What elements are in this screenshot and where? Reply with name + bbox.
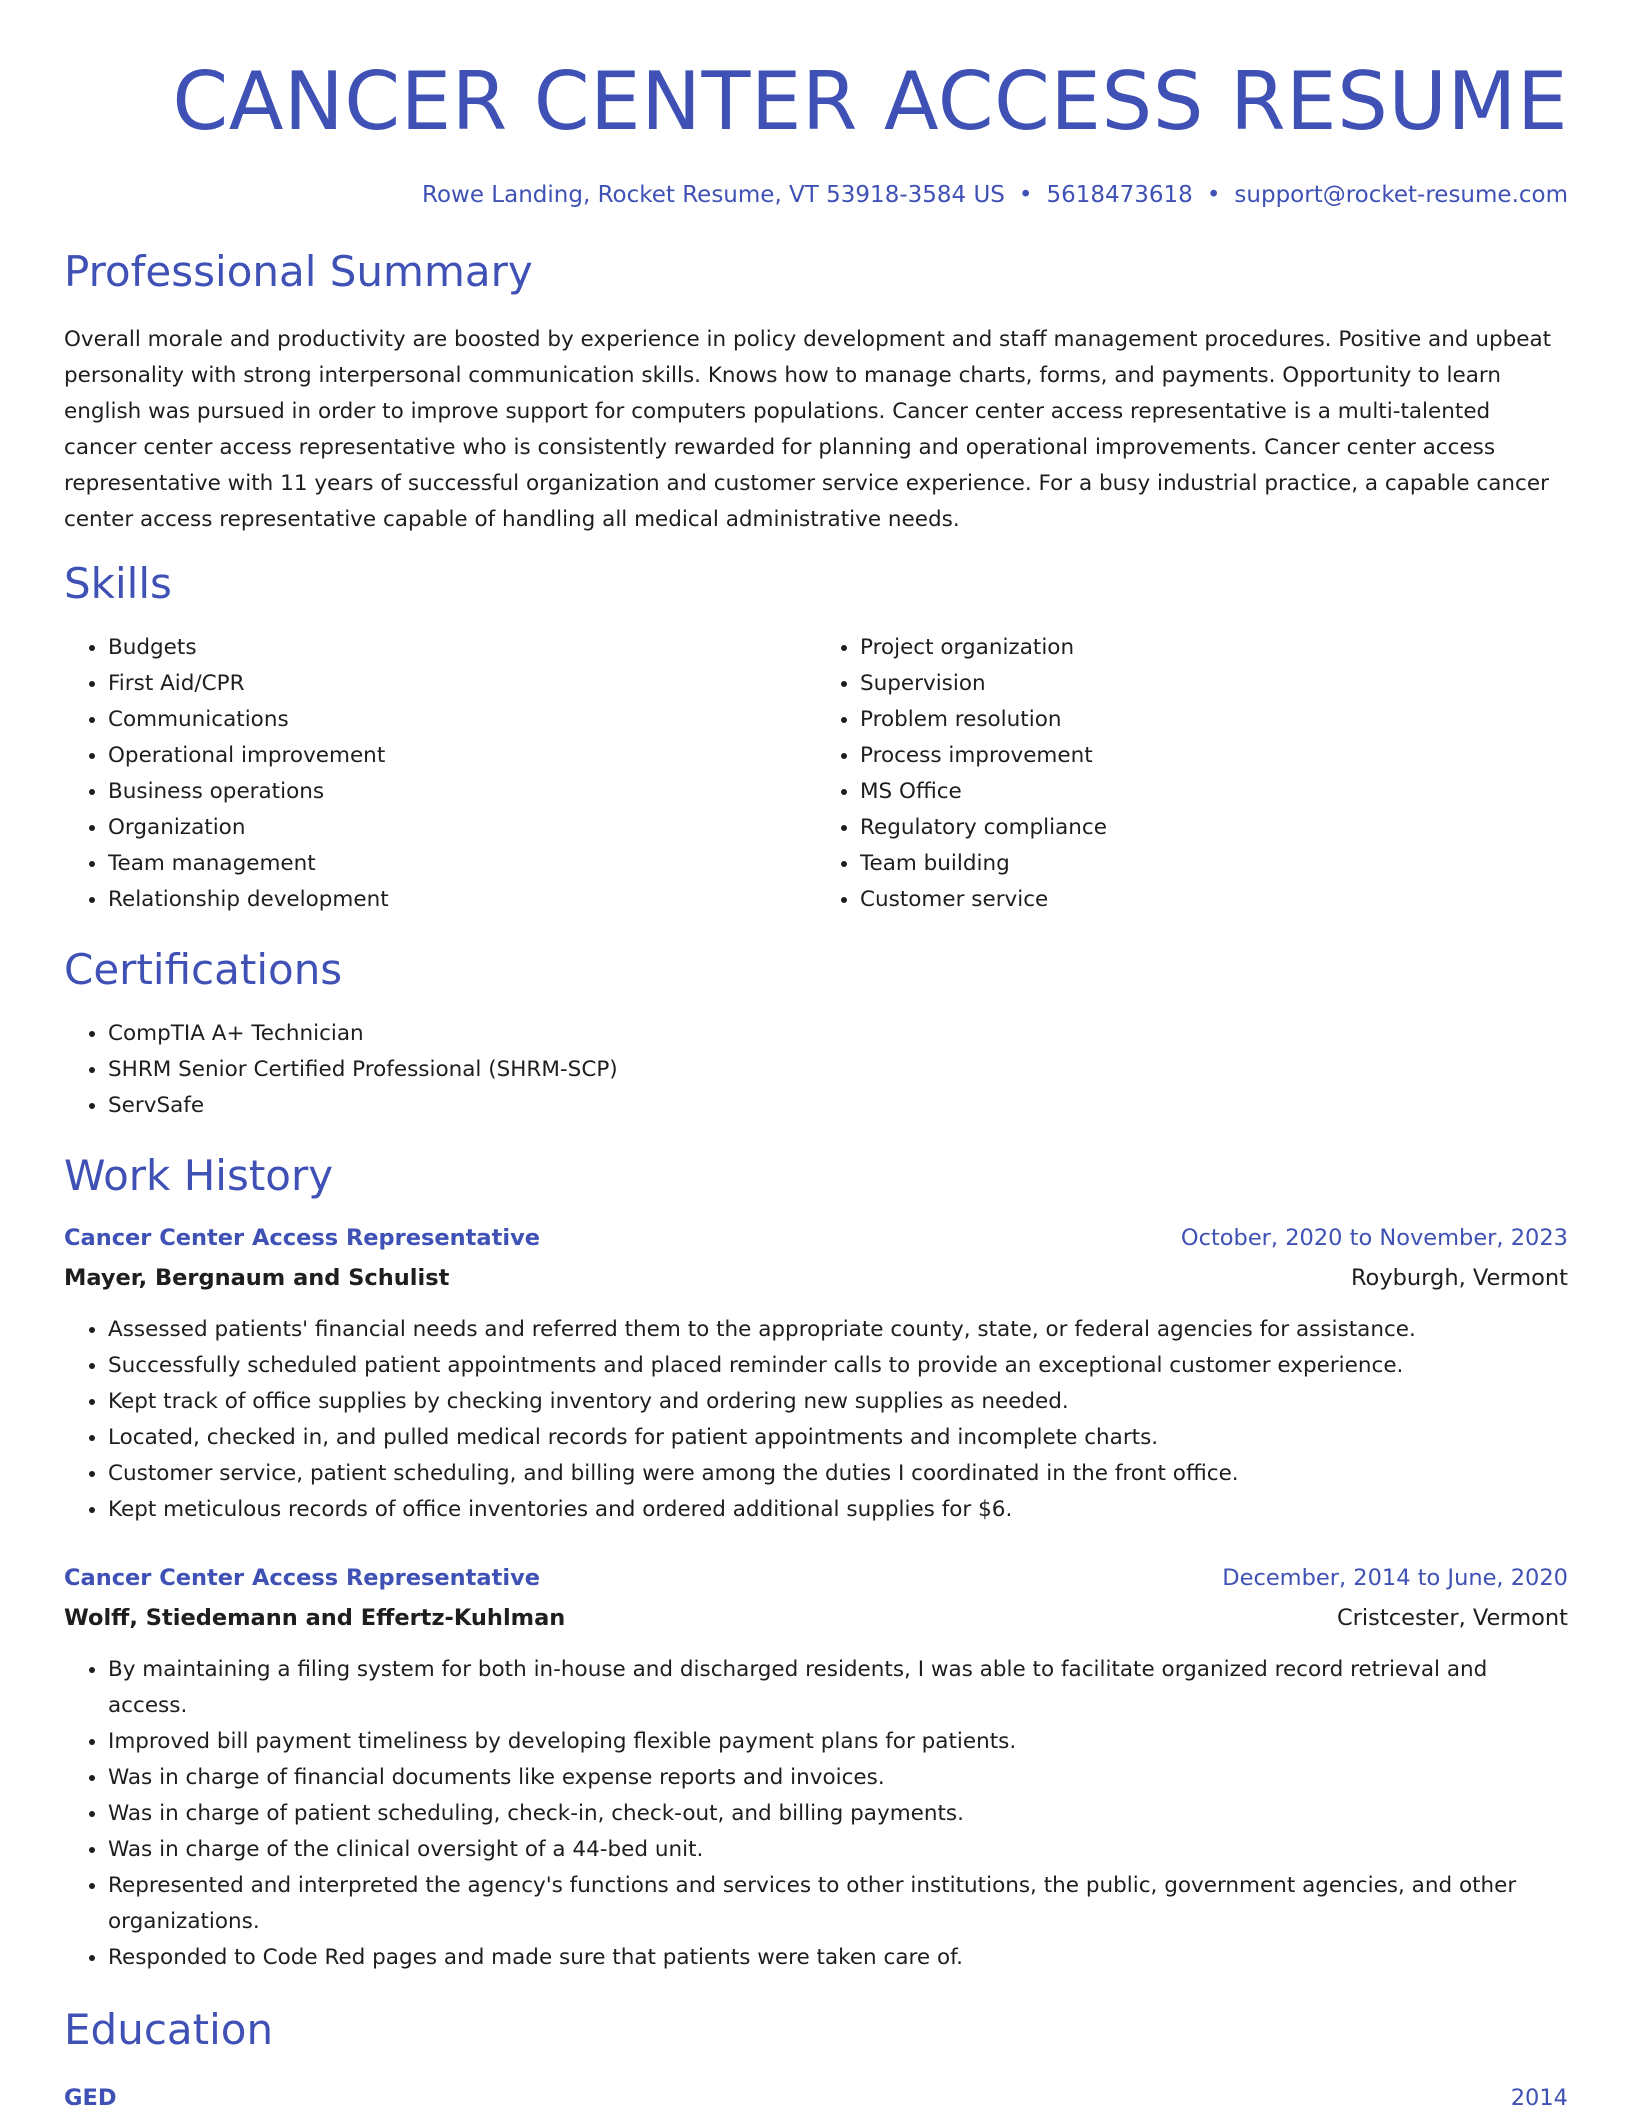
resume-name: CANCER CENTER ACCESS RESUME [172, 55, 1568, 148]
education-section [64, 2002, 1568, 2116]
education-year: 2014 [1510, 2085, 1568, 2111]
skill-item: • Budgets [108, 630, 816, 666]
skills-heading: Skills [64, 559, 172, 608]
certification-item: • ServSafe [108, 1088, 1568, 1124]
skill-item: • Business operations [108, 774, 816, 810]
certifications-heading: Certifications [64, 945, 343, 994]
job-company: Mayer, Bergnaum and Schulist [64, 1265, 450, 1291]
certifications-list [64, 1016, 1568, 1124]
skill-item: • Team building [860, 846, 1568, 882]
job-entry [64, 1220, 1568, 1528]
certifications-section [64, 942, 1568, 1124]
skills-list-left [64, 630, 816, 918]
skill-item: • Team management [108, 846, 816, 882]
job-bullet: • Was in charge of financial documents like expense reports and invoices. [108, 1760, 1568, 1796]
job-bullet: • Improved bill payment timeliness by developing flexible payment plans for patients. [108, 1724, 1568, 1760]
job-bullet: • Successfully scheduled patient appointments and placed reminder calls to provide an exceptional customer experience. [108, 1348, 1568, 1384]
skill-item: • Project organization [860, 630, 1568, 666]
job-location: Cristcester, Vermont [1336, 1605, 1568, 1631]
job-bullet: • Responded to Code Red pages and made sure that patients were taken care of. [108, 1940, 1568, 1976]
job-bullets [64, 1652, 1568, 1976]
contact-address: Rowe Landing, Rocket Resume, VT 53918-3584 US [422, 182, 1005, 208]
job-dates: October, 2020 to November, 2023 [1180, 1225, 1568, 1251]
job-company-row [64, 1600, 1568, 1636]
job-bullet: • Was in charge of patient scheduling, check-in, check-out, and billing payments. [108, 1796, 1568, 1832]
contact-email: support@rocket-resume.com [1234, 182, 1568, 208]
skill-item: • Relationship development [108, 882, 816, 918]
work-history-heading: Work History [64, 1151, 334, 1200]
job-entry [64, 1560, 1568, 1976]
job-bullet: • Assessed patients' financial needs and referred them to the appropriate county, state, or federal agencies for assistance. [108, 1312, 1568, 1348]
certification-item: • SHRM Senior Certified Professional (SHRM-SCP) [108, 1052, 1568, 1088]
skill-item: • First Aid/CPR [108, 666, 816, 702]
contact-separator: • [1018, 182, 1033, 208]
skill-item: • Regulatory compliance [860, 810, 1568, 846]
education-row [64, 2080, 1568, 2116]
job-company: Wolff, Stiedemann and Effertz-Kuhlman [64, 1605, 566, 1631]
skill-item: • MS Office [860, 774, 1568, 810]
skills-list-right [816, 630, 1568, 918]
summary-text: Overall morale and productivity are boosted by experience in policy development and staff management procedures. Positive and upbeat personality with strong interpersonal communication skills. Knows how to manage charts, forms, and payments. Opportunity to learn english was pursued in order to improve support for computers populations. Cancer center access representative is a multi-talented cancer center access representative who is consistently rewarded for planning and operational improvements. Cancer center access representative with 11 years of successful organization and customer service experience. For a busy industrial practice, a capable cancer center access representative capable of handling all medical administrative needs. [64, 327, 1552, 532]
summary-heading: Professional Summary [64, 247, 533, 296]
job-location: Royburgh, Vermont [1350, 1265, 1568, 1291]
skill-item: • Organization [108, 810, 816, 846]
skill-item: • Customer service [860, 882, 1568, 918]
job-bullet: • By maintaining a filing system for both in-house and discharged residents, I was able to facilitate organized record retrieval and access. [108, 1652, 1568, 1724]
job-title-row [64, 1220, 1568, 1256]
skill-item: • Operational improvement [108, 738, 816, 774]
certification-item: • CompTIA A+ Technician [108, 1016, 1568, 1052]
skills-section [64, 556, 1568, 918]
job-title: Cancer Center Access Representative [64, 1225, 540, 1251]
skill-item: • Communications [108, 702, 816, 738]
job-bullet: • Kept meticulous records of office inventories and ordered additional supplies for $6. [108, 1492, 1568, 1528]
contact-line [64, 180, 1568, 210]
contact-phone: 5618473618 [1046, 182, 1193, 208]
job-bullet: • Was in charge of the clinical oversight of a 44-bed unit. [108, 1832, 1568, 1868]
contact-separator: • [1206, 182, 1221, 208]
job-company-row [64, 1260, 1568, 1296]
job-dates: December, 2014 to June, 2020 [1222, 1565, 1568, 1591]
job-title-row [64, 1560, 1568, 1596]
job-bullet: • Customer service, patient scheduling, and billing were among the duties I coordinated in the front office. [108, 1456, 1568, 1492]
job-bullet: • Located, checked in, and pulled medical records for patient appointments and incomplete charts. [108, 1420, 1568, 1456]
skill-item: • Supervision [860, 666, 1568, 702]
education-heading: Education [64, 2005, 274, 2054]
job-bullet: • Kept track of office supplies by checking inventory and ordering new supplies as needed. [108, 1384, 1568, 1420]
education-degree: GED [64, 2085, 117, 2111]
skills-columns [64, 630, 1568, 918]
summary-section [64, 244, 1568, 538]
skill-item: • Problem resolution [860, 702, 1568, 738]
job-bullet: • Represented and interpreted the agency's functions and services to other institutions, the public, government agencies, and other organizations. [108, 1868, 1568, 1940]
job-bullets [64, 1312, 1568, 1528]
job-title: Cancer Center Access Representative [64, 1565, 540, 1591]
work-history-section [64, 1148, 1568, 1976]
skill-item: • Process improvement [860, 738, 1568, 774]
